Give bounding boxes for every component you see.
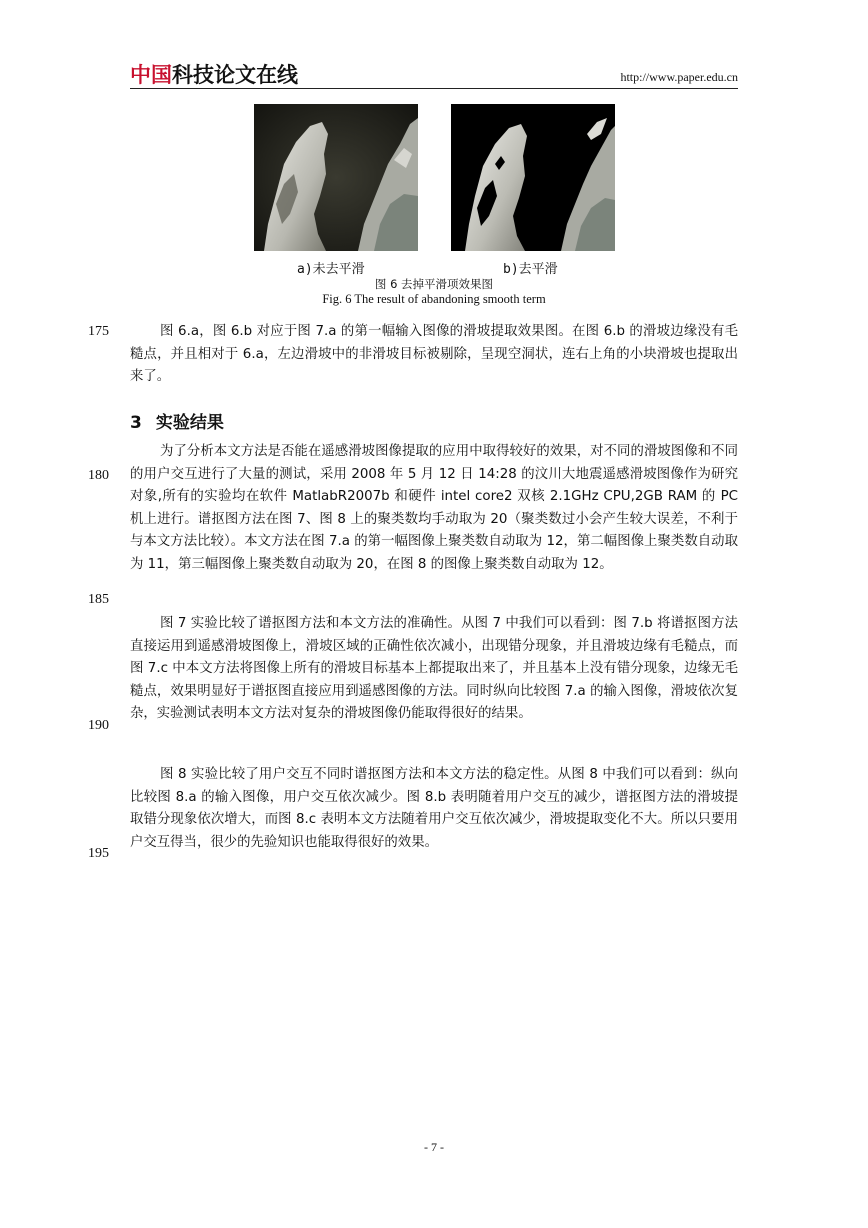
- logo-red-text: 中国: [130, 63, 172, 87]
- paragraph-1: 图 6.a，图 6.b 对应于图 7.a 的第一幅输入图像的滑坡提取效果图。在图 6.b 的滑坡边缘没有毛糙点，并且相对于 6.a，左边滑坡中的非滑坡目标被剔除，呈现空洞状，连右上角的小块滑坡也提取出来了。: [130, 324, 738, 385]
- paragraph-4: 图 8 实验比较了用户交互不同时谱抠图方法和本文方法的稳定性。从图 8 中我们可以看到：纵向比较图 8.a 的输入图像，用户交互依次减少。图 8.b 表明随着用户交互的减少，谱抠图方法的滑坡提取错分现象依次增大，而图 8.c 表明本文方法随着用户交互依次减少，滑坡提取变化不大。所以只要用户交互得当，很少的先验知识也能取得很好的效果。: [130, 767, 738, 850]
- logo-dark-text: 科技论文在线: [172, 63, 298, 87]
- paragraph-3: 图 7 实验比较了谱抠图方法和本文方法的准确性。从图 7 中我们可以看到：图 7.b 将谱抠图方法直接运用到遥感滑坡图像上，滑坡区域的正确性依次减小，出现错分现象，并且滑坡边缘有毛糙点，而图 7.c 中本文方法将图像上所有的滑坡目标基本上都提取出来了，并且基本上没有错分现象，边缘无毛糙点，效果明显好于谱抠图直接应用到遥感图像的方法。同时纵向比较图 7.a 的输入图像，滑坡依次复杂，实验测试表明本文方法对复杂的滑坡图像仍能取得很好的结果。: [130, 616, 738, 722]
- figure-caption-en: Fig. 6 The result of abandoning smooth term: [322, 292, 546, 306]
- header-url[interactable]: http://www.paper.edu.cn: [620, 70, 738, 84]
- line-number: 180: [88, 468, 109, 483]
- section-number: 3: [130, 413, 142, 433]
- line-number: 190: [88, 718, 109, 733]
- page-number: - 7 -: [424, 1140, 444, 1154]
- figure-6b-caption: b)去平滑: [503, 262, 558, 277]
- figure-caption-cn: 图 6 去掉平滑项效果图: [374, 277, 494, 291]
- figure-6b-image: [451, 104, 615, 251]
- site-logo: [130, 62, 298, 88]
- line-number: 195: [88, 846, 109, 861]
- line-number: 175: [88, 324, 109, 339]
- paragraph-2: 为了分析本文方法是否能在遥感滑坡图像提取的应用中取得较好的效果，对不同的滑坡图像和不同的用户交互进行了大量的测试，采用 2008 年 5 月 12 日 14:28 的汶川大地震遥感滑坡图像作为研究对象,所有的实验均在软件 MatlabR2007b 和硬件 intel core2 双核 2.1GHz CPU,2GB RAM 的 PC 机上进行。谱抠图方法在图 7、图 8 上的聚类数均手动取为 20（聚类数过小会产生较大误差，不利于与本文方法比较）。本文方法在图 7.a 的第一幅图像上聚类数自动取为 12，第二幅图像上聚类数自动取为 11，第三幅图像上聚类数自动取为 20，在图 8 的图像上聚类数自动取为 12。: [130, 444, 738, 572]
- header-divider: [130, 88, 738, 89]
- line-number: 185: [88, 592, 109, 607]
- section-title: 实验结果: [155, 413, 224, 433]
- figure-6a-caption: a)未去平滑: [297, 262, 365, 277]
- section-heading: [130, 408, 224, 433]
- page-header: [130, 62, 738, 88]
- figure-6a-image: [254, 104, 418, 251]
